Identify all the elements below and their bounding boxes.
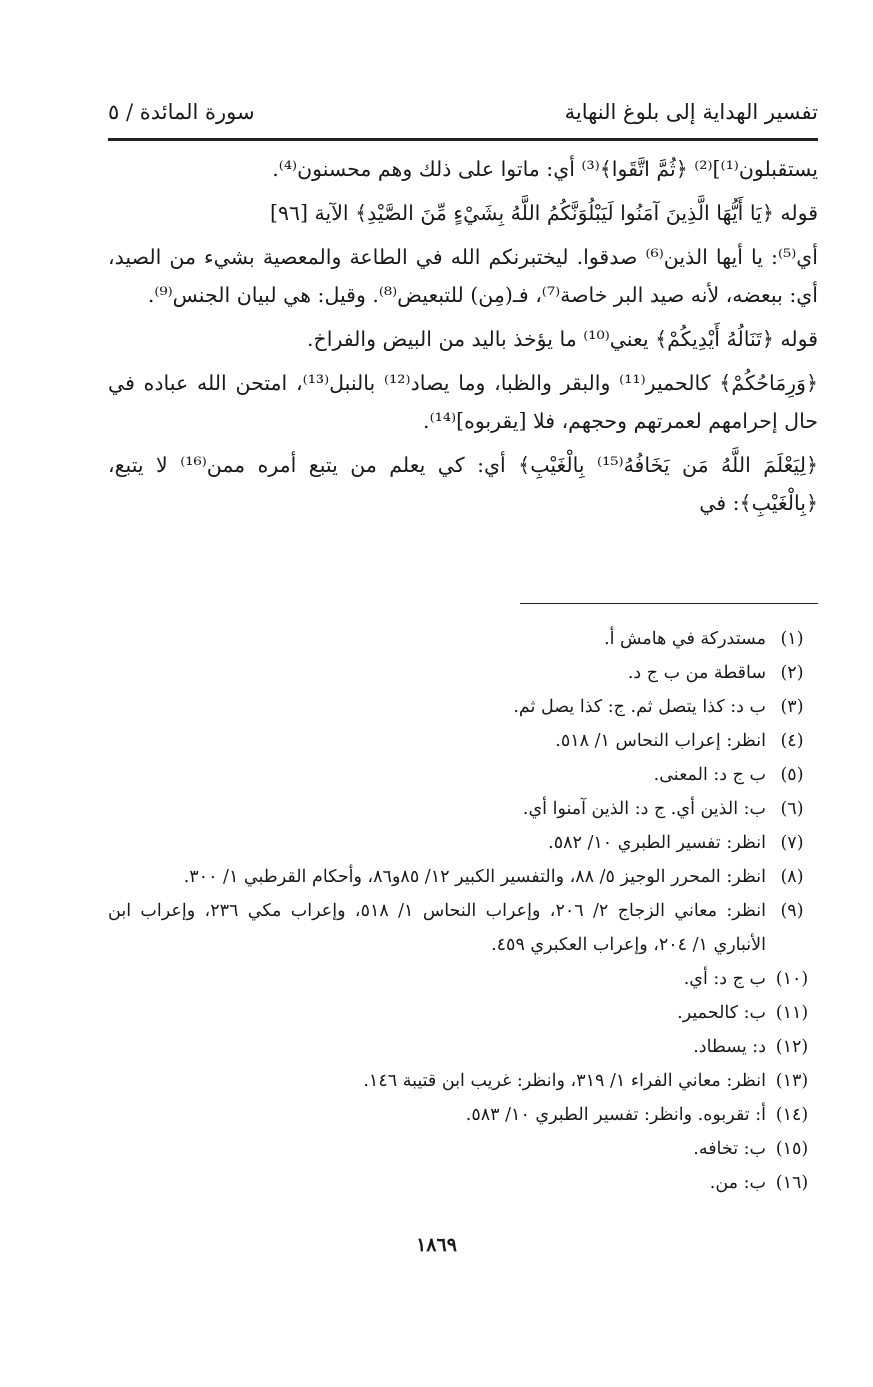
footnote-text: ب د: كذا يتصل ثم. ج: كذا يصل ثم. [513, 697, 766, 717]
paragraph: قوله ﴿تَنَالُهُ أَيْدِيكُمْ﴾ يعني⁽¹⁰⁾ ما يؤخذ باليد من البيض والفراخ. [307, 327, 818, 351]
main-text [108, 150, 818, 528]
footnote [108, 690, 818, 724]
book-title: تفسير الهداية إلى بلوغ النهاية [564, 100, 818, 124]
footnote-number: (٧) [780, 833, 804, 853]
footnote-number: (١) [780, 629, 804, 649]
footnote [108, 724, 818, 758]
footnote-text: ب: من. [709, 1173, 766, 1193]
footnote [108, 996, 818, 1030]
paragraph: يستقبلون⁽¹⁾]⁽²⁾ ﴿ثُمَّ اتَّقَوا﴾⁽³⁾ أي: ماتوا على ذلك وهم محسنون⁽⁴⁾. [272, 157, 818, 181]
footnote-text: ب ج د: أي. [683, 969, 766, 989]
verse-heading: قوله ﴿يَا أَيُّهَا الَّذِينَ آمَنُوا لَيَبْلُوَنَّكُمُ اللَّهُ بِشَيْءٍ مِّنَ الصَّيْدِ﴾ الآية [٩٦] [269, 201, 818, 225]
surah-label: سورة المائدة / ٥ [108, 100, 255, 124]
footnote [108, 894, 818, 962]
paragraph: أي⁽⁵⁾: يا أيها الذين⁽⁶⁾ صدقوا. ليختبرنكم الله في الطاعة والمعصية بشيء من الصيد، أي: ببعضه، لأنه صيد البر خاصة⁽⁷⁾، فـ(مِن) للتبعيض⁽⁸⁾. وقيل: هي لبيان الجنس⁽⁹⁾. [108, 245, 818, 307]
footnote-number: (١٢) [775, 1037, 809, 1057]
footnote-text: مستدركة في هامش أ. [604, 629, 766, 649]
footnote [108, 1166, 818, 1200]
footnote-number: (١٦) [775, 1173, 809, 1193]
page-number: ١٨٦٩ [416, 1234, 457, 1256]
footnote [108, 622, 818, 656]
footnote-number: (١١) [775, 1003, 809, 1023]
footnote-number: (٩) [780, 901, 804, 921]
footnote [108, 758, 818, 792]
footnote-text: انظر: معاني الفراء ١/ ٣١٩، وانظر: غريب ابن قتيبة ١٤٦. [363, 1071, 766, 1091]
footnotes-list [108, 622, 818, 1200]
footnote [108, 826, 818, 860]
footnote-number: (٦) [780, 799, 804, 819]
footnote-number: (٨) [780, 867, 804, 887]
footnote [108, 1030, 818, 1064]
footnote [108, 1064, 818, 1098]
paragraph: ﴿لِيَعْلَمَ اللَّهُ مَن يَخَافُهُ⁽¹⁵⁾ بِالْغَيْبِ﴾ أي: كي يعلم من يتبع أمره ممن⁽¹⁶⁾ لا يتبع، ﴿بِالْغَيْبِ﴾: في [108, 453, 818, 515]
footnote-text: انظر: إعراب النحاس ١/ ٥١٨. [555, 731, 766, 751]
footnote [108, 860, 818, 894]
footnote-number: (٢) [780, 663, 804, 683]
footnote-text: ب: الذين أي. ج د: الذين آمنوا أي. [522, 799, 766, 819]
footnote-number: (٥) [780, 765, 804, 785]
footnote-text: انظر: معاني الزجاج ٢/ ٢٠٦، وإعراب النحاس ١/ ٥١٨، وإعراب مكي ٢٣٦، وإعراب ابن الأنباري ١/ ٢٠٤، وإعراب العكبري ٤٥٩. [108, 901, 766, 955]
footnote-text: انظر: المحرر الوجيز ٥/ ٨٨، والتفسير الكبير ١٢/ ٨٥و٨٦، وأحكام القرطبي ١/ ٣٠٠. [183, 867, 766, 887]
footnote-text: ب ج د: المعنى. [653, 765, 766, 785]
footnote-text: أ: تقربوه. وانظر: تفسير الطبري ١٠/ ٥٨٣. [465, 1105, 766, 1125]
footnote-divider [520, 603, 818, 604]
footnote-text: د: يسطاد. [693, 1037, 766, 1057]
footnote [108, 962, 818, 996]
footnote-number: (٣) [780, 697, 804, 717]
footnote [108, 656, 818, 690]
footnote [108, 1132, 818, 1166]
footnote-text: ب: تخافه. [693, 1139, 766, 1159]
footnote-number: (١٠) [775, 969, 809, 989]
footnote [108, 1098, 818, 1132]
footnote [108, 792, 818, 826]
paragraph: ﴿وَرِمَاحُكُمْ﴾ كالحمير⁽¹¹⁾ والبقر والظبا، وما يصاد⁽¹²⁾ بالنبل⁽¹³⁾، امتحن الله عباده في حال إحرامهم لعمرتهم وحجهم، فلا [يقربوه]⁽¹⁴⁾. [108, 371, 818, 433]
footnote-number: (١٣) [775, 1071, 809, 1091]
footnote-number: (٤) [780, 731, 804, 751]
footnote-text: ساقطة من ب ج د. [627, 663, 766, 683]
footnote-text: انظر: تفسير الطبري ١٠/ ٥٨٢. [548, 833, 766, 853]
footnote-number: (١٤) [775, 1105, 809, 1125]
footnote-text: ب: كالحمير. [677, 1003, 766, 1023]
footnote-number: (١٥) [775, 1139, 809, 1159]
running-header [108, 92, 818, 141]
